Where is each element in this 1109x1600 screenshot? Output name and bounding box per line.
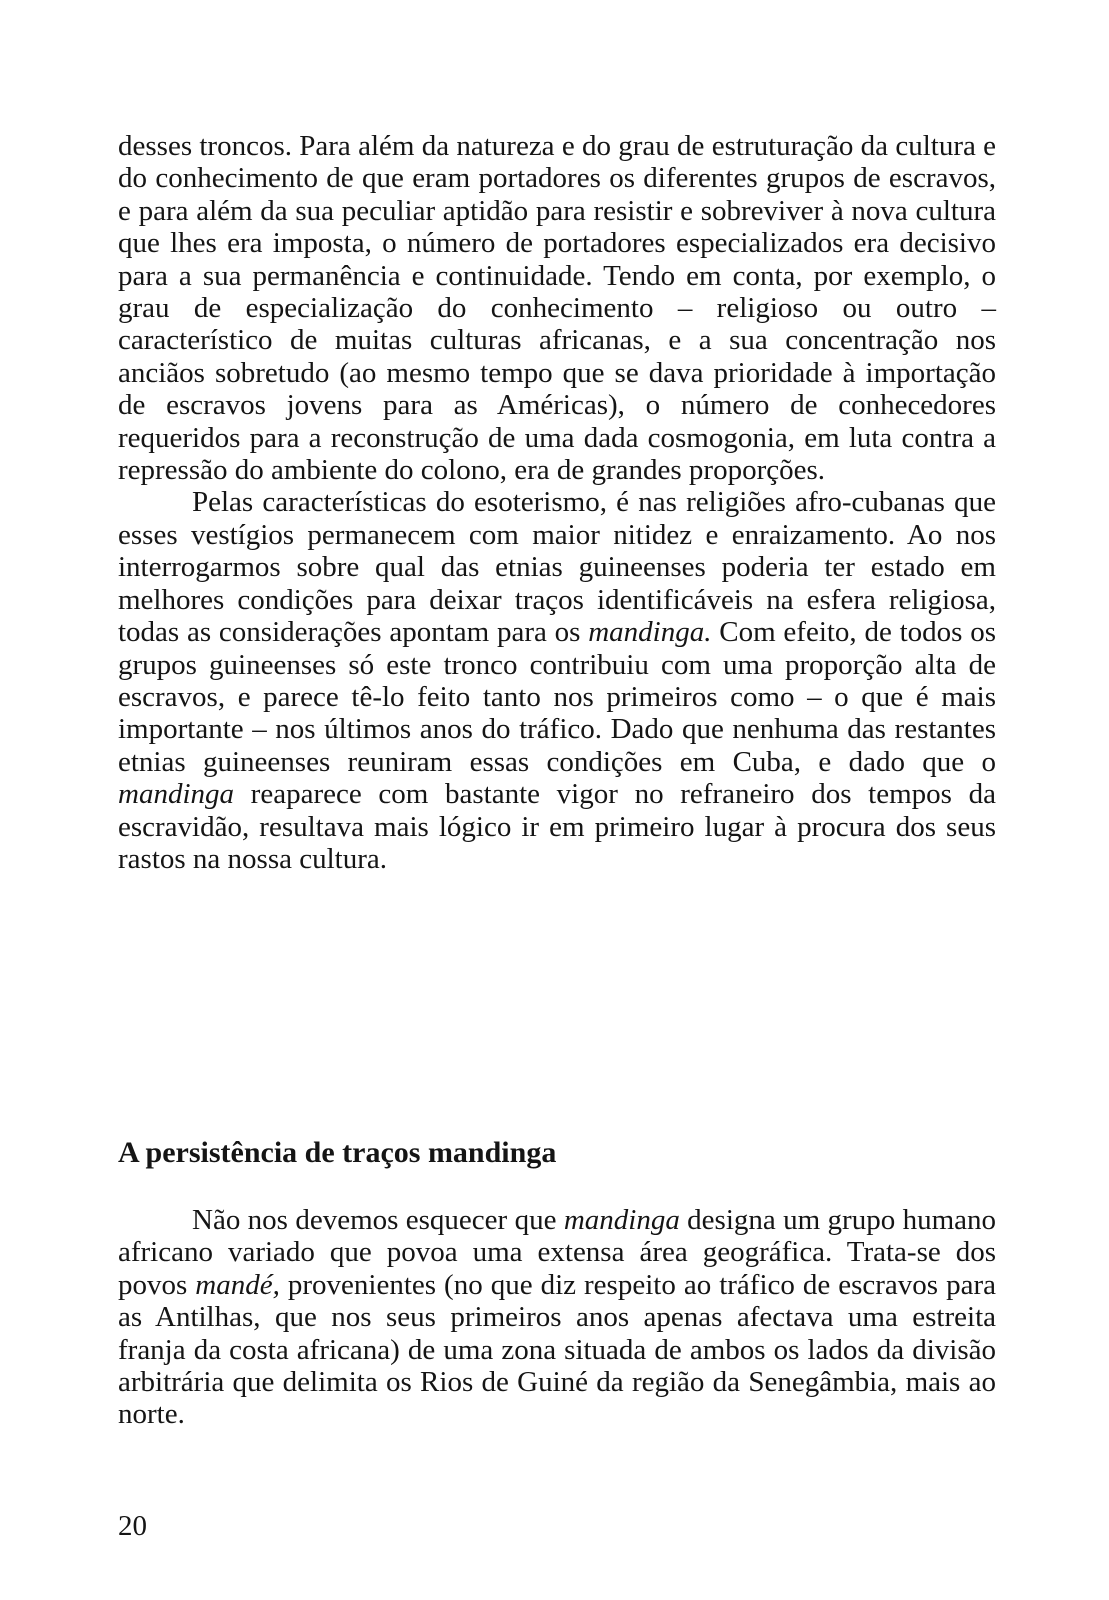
italic-term: mandinga.	[588, 616, 712, 649]
italic-term: mandinga	[563, 1204, 680, 1236]
paragraph-continued	[118, 130, 996, 486]
paragraph-text: reaparece com bastante vigor no refraneiro dos tempos da escravidão, resultava mais lógico ir em primeiro lugar à procura dos seus rastos na nossa cultura.	[118, 778, 996, 875]
body-text-block	[118, 130, 996, 875]
paragraph-afro-cuban-religions	[118, 486, 996, 875]
paragraph-text: Com efeito, de todos os grupos guineenses só este tronco contribuiu com uma proporção alta de escravos, e parece tê-lo feito tanto nos primeiros como – o que é mais importante – nos últimos anos do tráfico. Dado que nenhuma das restantes etnias guineenses reuniram essas condições em Cuba, e dado que o	[118, 616, 997, 778]
paragraph-text: desses troncos. Para além da natureza e do grau de estruturação da cultura e do conhecimento de que eram portadores os diferentes grupos de escravos, e para além da sua peculiar aptidão para resistir e sobreviver à nova cultura que lhes era imposta, o número de portadores especializados era decisivo para a sua permanência e continuidade. Tendo em conta, por exemplo, o grau de especialização do conhecimento – religioso ou outro – característico de muitas culturas africanas, e a sua concentração nos anciãos sobretudo (ao mesmo tempo que se dava prioridade à importação de escravos jovens para as Américas), o número de conhecedores requeridos para a reconstrução de uma dada cosmogonia, em luta contra a repressão do ambiente do colono, era de grandes proporções.	[118, 130, 996, 487]
paragraph-mandinga-definition	[118, 1204, 996, 1431]
italic-term: mandé,	[195, 1268, 280, 1301]
paragraph-text: Não nos devemos esquecer que	[192, 1204, 564, 1236]
paragraph-text: Pelas características do esoterismo, é nas religiões afro-cubanas que esses vestígios permanecem com maior nitidez e enraizamento. Ao nos interrogarmos sobre qual das etnias guineenses poderia ter estado em melhores condições para deixar traços identificáveis na esfera religiosa, todas as considerações apontam para os	[118, 486, 996, 649]
section-heading: A persistência de traços mandinga	[118, 1136, 557, 1169]
paragraph-text: designa um grupo humano africano variado que povoa uma extensa área geográfica. Trata-se dos povos	[118, 1204, 996, 1301]
page-number: 20	[118, 1510, 147, 1542]
italic-term: mandinga	[118, 778, 234, 811]
paragraph-text: provenientes (no que diz respeito ao tráfico de escravos para as Antilhas, que nos seus primeiros anos apenas afectava uma estreita franja da costa africana) de uma zona situada de ambos os lados da divisão arbitrária que delimita os Rios de Guiné da região da Senegâmbia, mais ao norte.	[118, 1268, 996, 1431]
section-body	[118, 1204, 996, 1431]
